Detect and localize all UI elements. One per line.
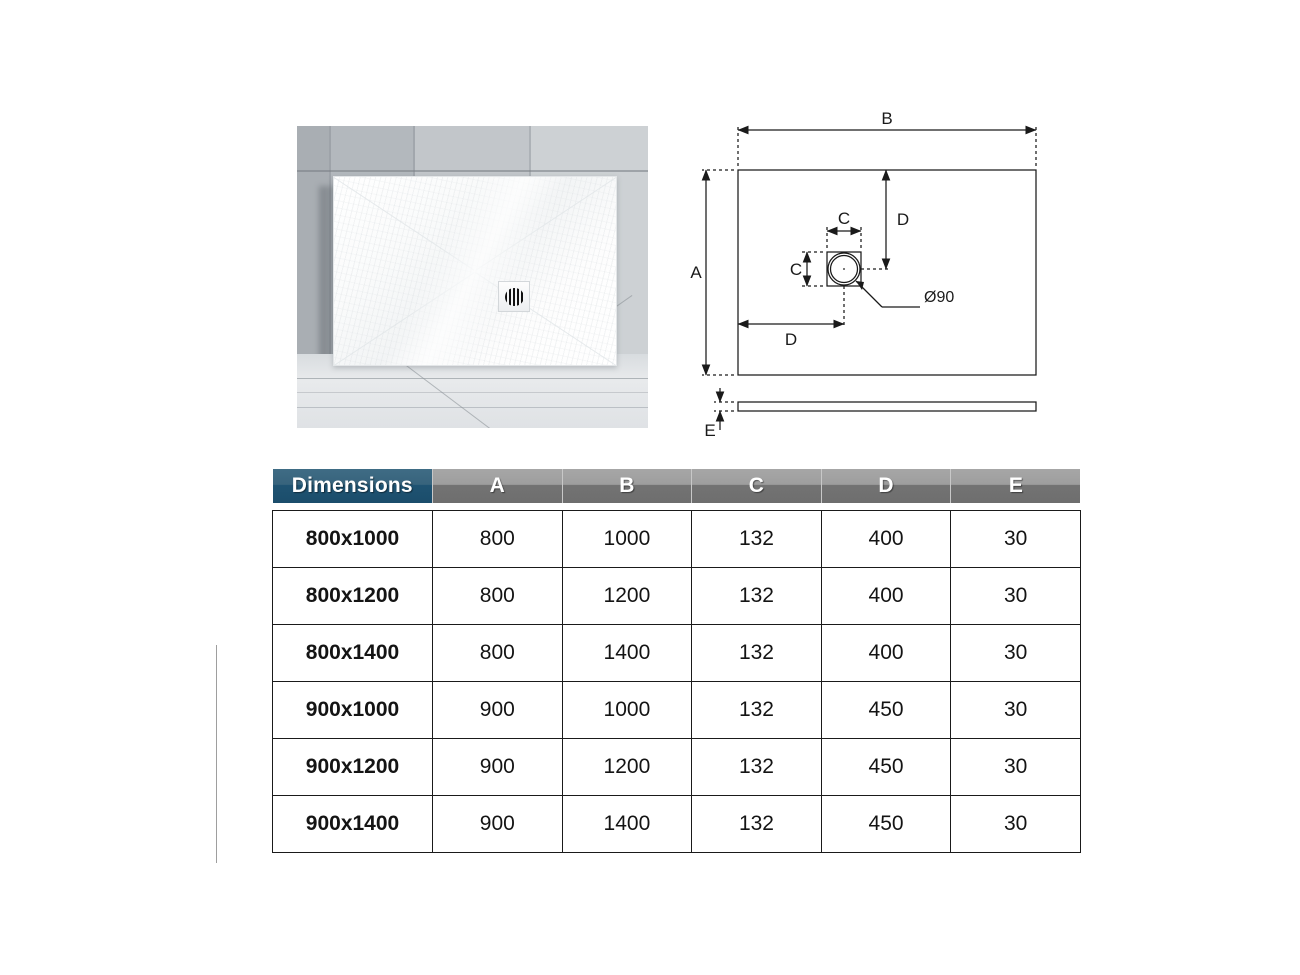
cell-size-name: 800x1000 (273, 511, 433, 568)
label-drain-diameter: Ø90 (924, 289, 955, 306)
table-row (273, 511, 1081, 568)
cell-c: 132 (692, 796, 822, 853)
table-header (273, 469, 1081, 511)
cell-c: 132 (692, 568, 822, 625)
cell-c: 132 (692, 511, 822, 568)
cell-c: 132 (692, 682, 822, 739)
column-header-c: C (692, 469, 822, 503)
label-E: E (704, 421, 716, 440)
table-header-spacer (273, 503, 1081, 511)
table-row (273, 682, 1081, 739)
column-header-b: B (562, 469, 692, 503)
cell-b: 1400 (562, 625, 692, 682)
column-header-d: D (821, 469, 951, 503)
cell-d: 400 (821, 568, 951, 625)
table-row (273, 796, 1081, 853)
label-C-vertical: C (789, 260, 803, 279)
column-header-e: E (951, 469, 1081, 503)
cell-a: 900 (433, 682, 563, 739)
drain-center-mark (843, 268, 845, 270)
cell-b: 1200 (562, 568, 692, 625)
cell-b: 1400 (562, 796, 692, 853)
cell-size-name: 900x1000 (273, 682, 433, 739)
table-row (273, 568, 1081, 625)
drain-cover-icon (498, 281, 530, 312)
photo-floor-line (297, 378, 648, 379)
table-body (273, 511, 1081, 853)
column-header-dimensions: Dimensions (273, 469, 433, 503)
cell-d: 400 (821, 511, 951, 568)
dimensions-table (272, 469, 1081, 853)
cell-a: 900 (433, 739, 563, 796)
tray-plan-outline (738, 170, 1036, 375)
tray-light-sheen (334, 177, 616, 365)
cell-size-name: 800x1200 (273, 568, 433, 625)
product-photo (297, 126, 648, 428)
cell-size-name: 900x1200 (273, 739, 433, 796)
shower-tray-product (333, 176, 617, 366)
label-D-vertical: D (896, 210, 910, 229)
cell-e: 30 (951, 625, 1081, 682)
cell-a: 800 (433, 568, 563, 625)
cell-d: 450 (821, 796, 951, 853)
cell-b: 1000 (562, 511, 692, 568)
scan-artifact-line (216, 645, 217, 863)
cell-e: 30 (951, 796, 1081, 853)
cell-d: 400 (821, 625, 951, 682)
cell-c: 132 (692, 739, 822, 796)
cell-a: 800 (433, 511, 563, 568)
cell-b: 1200 (562, 739, 692, 796)
table-row (273, 739, 1081, 796)
photo-floor-line (297, 407, 648, 408)
cell-d: 450 (821, 739, 951, 796)
label-B: B (881, 109, 893, 128)
cell-e: 30 (951, 568, 1081, 625)
label-C-horizontal: C (837, 209, 851, 228)
cell-b: 1000 (562, 682, 692, 739)
table-row (273, 625, 1081, 682)
drain-grate-slots (505, 288, 524, 306)
header-gap (273, 503, 1081, 511)
label-D-horizontal: D (784, 330, 798, 349)
cell-d: 450 (821, 682, 951, 739)
column-header-a: A (433, 469, 563, 503)
cell-e: 30 (951, 739, 1081, 796)
cell-size-name: 800x1400 (273, 625, 433, 682)
cell-a: 900 (433, 796, 563, 853)
cell-a: 800 (433, 625, 563, 682)
label-A: A (690, 263, 702, 282)
tray-side-profile (738, 402, 1036, 411)
table-header-row (273, 469, 1081, 503)
photo-wall-seam (297, 170, 648, 172)
technical-drawing (690, 100, 1090, 445)
cell-size-name: 900x1400 (273, 796, 433, 853)
photo-floor-line (297, 392, 648, 393)
dimensions-table-container (272, 469, 1080, 853)
cell-e: 30 (951, 682, 1081, 739)
cell-c: 132 (692, 625, 822, 682)
cell-e: 30 (951, 511, 1081, 568)
